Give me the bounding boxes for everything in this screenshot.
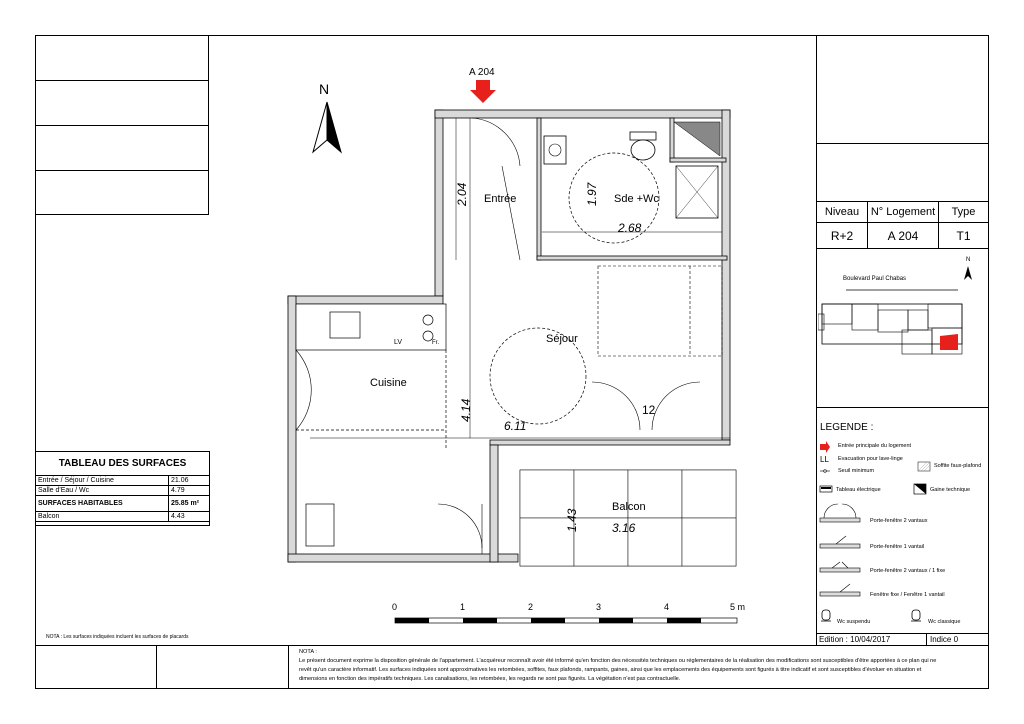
legend-ll: Evacuation pour lave-linge [838,456,903,462]
legend-wcs: Wc suspendu [837,619,871,625]
scale-tick: 3 [596,602,602,612]
bed [598,266,722,356]
keyplan-drawing [818,258,988,378]
edition-indice: Indice 0 [930,635,959,644]
legend-ff: Fenêtre fixe / Fenêtre 1 vantail [870,592,945,598]
wall [670,118,674,162]
left-title-block [35,35,209,215]
bottom-divider [156,645,157,689]
header-type: Type [939,201,989,223]
label-entree: Entrée [484,193,517,205]
header-logement: N° Logement [868,201,939,223]
legend-tableau: Tableau électrique [836,487,881,493]
nota-block [299,648,989,684]
nota-line: revêt qu'un caractère informatif. Les surfaces indiquées sont approximatives les retombées, soffites, faux plafonds, rampants, gaines, ainsi que les emplacements des équipements sont figurés à titre indicatif et sont susceptibles d'évoluer en situation et [299,667,922,673]
entry-door [472,118,520,166]
dim-611: 6.11 [504,419,527,433]
nota-line: Le présent document exprime la disposition générale de l'appartement. L'acquéreur reconnaît avoir été informé qu'en fonction des nécessités techniques ou réglementaires de la réalisation des modifications sont susceptibles d'être apportées à ce plan qui ne [299,658,937,664]
edition-date: Edition : 10/04/2017 [819,635,891,644]
wc-classique-icon [911,610,921,621]
title-block-divider [35,125,208,126]
wall [670,158,726,162]
title-block-divider [35,80,208,81]
title-block-divider [35,170,208,171]
window-icon [820,584,860,596]
kitchen-counter [296,304,446,350]
wall [288,554,518,562]
legend-gaine: Gaine technique [930,487,971,493]
section-marker-label: A 204 [469,67,495,78]
wc-suspendu-icon [821,610,831,621]
bottom-divider [288,645,289,689]
surface-row: Balcon 4.43 [36,512,209,522]
scale-tick: 5 m [730,602,746,612]
scale-tick: 2 [528,602,534,612]
right-divider [817,143,989,144]
surfaces-title: TABLEAU DES SURFACES [36,452,209,476]
value-type: T1 [939,223,989,249]
legend-threshold: Seuil minimum [838,468,875,474]
legend-ll-symbol: LL [820,455,829,464]
wall [537,118,541,260]
dim-316: 3.16 [612,521,636,535]
sde-sink [544,136,566,164]
entry-arrow-icon [820,441,830,453]
label-sejour: Séjour [546,333,578,345]
legend-soffite: Soffite faux-plafond [934,463,982,469]
keyplan-street: Boulevard Paul Chabas [843,276,907,282]
surface-row: Salle d'Eau / Wc 4.79 [36,486,209,496]
nota-line: dimensions en fonction des impératifs techniques. Les canalisations, les retombées, les regards ne sont pas figurés. La végétation n'est pas contractuelle. [299,676,681,682]
dim-204: 2.04 [455,182,469,206]
dim-12: 12 [642,403,656,417]
surface-row: Entrée / Séjour / Cuisine 21.06 [36,476,209,486]
wall [435,110,730,118]
legend-pf2f: Porte-fenêtre 2 vantaux / 1 fixe [870,568,946,574]
scale-tick: 0 [392,602,398,612]
scale-bar [385,598,755,630]
label-cuisine: Cuisine [370,377,407,389]
nota-title: NOTA : [299,649,317,655]
edition-divider [926,634,927,645]
dim-197: 1.97 [585,182,599,206]
value-logement: A 204 [868,223,939,249]
door-2-icon [820,504,860,522]
keyplan-north-arrow-icon [964,266,972,280]
value-niveau: R+2 [816,223,868,249]
floor-plan [280,100,750,580]
label-sde-wc: Sde +Wc [614,193,659,205]
dim-414: 4.14 [459,398,473,422]
soffite-swatch [918,462,930,471]
wall [288,296,296,562]
header-niveau: Niveau [816,201,868,223]
legend-pf1: Porte-fenêtre 1 vantail [870,544,925,550]
legend-entry: Entrée principale du logement [838,443,912,449]
door-1-icon [820,536,860,548]
wall [435,110,443,296]
bottom-strip-line [35,645,989,646]
balcony-deck [520,470,736,566]
wall [288,296,443,304]
keyplan-north: N [966,257,971,263]
dim-268: 2.68 [618,221,642,235]
cuisine-shower-tray [306,504,334,546]
scale-tick: 1 [460,602,466,612]
label-balcon: Balcon [612,501,646,513]
label-fr: Fr. [432,340,439,346]
surface-row-total: SURFACES HABITABLES 25.85 m² [36,496,209,512]
wc-fixture [630,132,656,160]
legend-pf2: Porte-fenêtre 2 vantaux [870,518,928,524]
surface-note: NOTA : Les surfaces indiquées incluent les surfaces de placards [46,634,189,640]
edition-row [816,633,989,645]
legend-wcc: Wc classique [928,619,961,625]
wall [490,445,498,562]
gaine-technique [674,122,720,156]
door-2-fixed-icon [820,562,860,572]
dim-143: 1.43 [565,508,579,532]
legend-title: LEGENDE : [820,422,874,433]
wall [537,256,727,260]
scale-tick: 4 [664,602,670,612]
wall [490,440,730,445]
label-lv: LV [394,339,403,346]
north-label: N [319,81,330,97]
